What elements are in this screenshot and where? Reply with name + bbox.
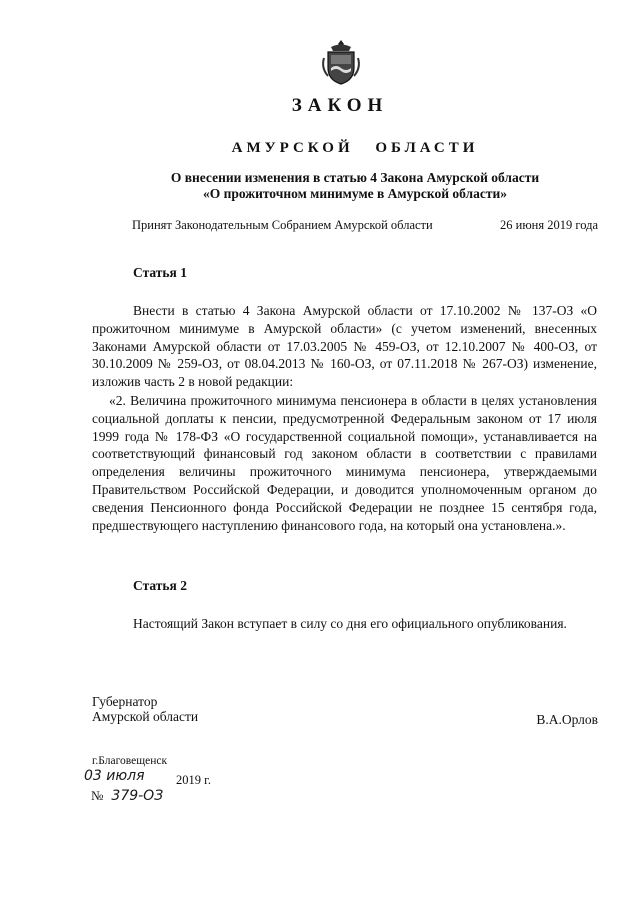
- governor-title-line-2: Амурской области: [92, 709, 199, 724]
- signing-date: [84, 768, 244, 790]
- coat-of-arms-icon: [319, 38, 363, 86]
- subject-line-2: «О прожиточном минимуме в Амурской области»: [202, 186, 508, 201]
- adopted-by: Принят Законодательным Собранием Амурской области: [132, 218, 433, 232]
- governor-name: В.А.Орлов: [536, 712, 598, 727]
- article-2-text: Настоящий Закон вступает в силу со дня его официального опубликования.: [133, 616, 567, 631]
- adoption-line: [132, 218, 598, 233]
- number-prefix: №: [91, 788, 104, 803]
- article-1-heading: Статья 1: [133, 265, 187, 280]
- document-title: ЗАКОН: [291, 95, 389, 116]
- handwritten-date: 03 июля: [84, 768, 145, 784]
- article-1-text: Внести в статью 4 Закона Амурской области от 17.10.2002 № 137-ОЗ «О прожиточном минимуме в Амурской области» (с учетом изменений, внесенных Законами Амурской области от 17.03.2005 № 459-ОЗ, от 12.10.2007 № 400-ОЗ, от 30.10.2009 № 259-ОЗ, от 08.04.2013 № 160-ОЗ, от 07.11.2018 № 267-ОЗ) изменение, изложив часть 2 в новой редакции:: [92, 303, 597, 390]
- city: г.Благовещенск: [92, 755, 168, 767]
- governor-title-line-1: Губернатор: [92, 694, 158, 709]
- law-subject: [120, 170, 590, 202]
- article-2-heading: Статья 2: [133, 578, 187, 593]
- law-number: [91, 788, 163, 804]
- adopted-date: 26 июня 2019 года: [500, 218, 598, 232]
- subject-line-1: О внесении изменения в статью 4 Закона Амурской области: [170, 170, 540, 185]
- year: 2019 г.: [176, 773, 211, 787]
- region-name: АМУРСКОЙ ОБЛАСТИ: [231, 140, 479, 156]
- governor-title: [92, 694, 198, 724]
- handwritten-number: 379-ОЗ: [111, 788, 164, 804]
- article-1-quote: «2. Величина прожиточного минимума пенсионера в области в целях установления социальной доплаты к пенсии, предусмотренной Федеральным законом от 17 июля 1999 года № 178-ФЗ «О государственной социальной помощи», устанавливается на соответствующий финансовый год законом области в соответствии с правилами определения величины прожиточного минимума пенсионера, утверждаемыми Правительством Российской Федерации, и доводится уполномоченным органом до сведения Пенсионного фонда Российской Федерации не позднее 15 сентября года, предшествующего наступлению финансового года, на который она установлена.».: [92, 393, 597, 533]
